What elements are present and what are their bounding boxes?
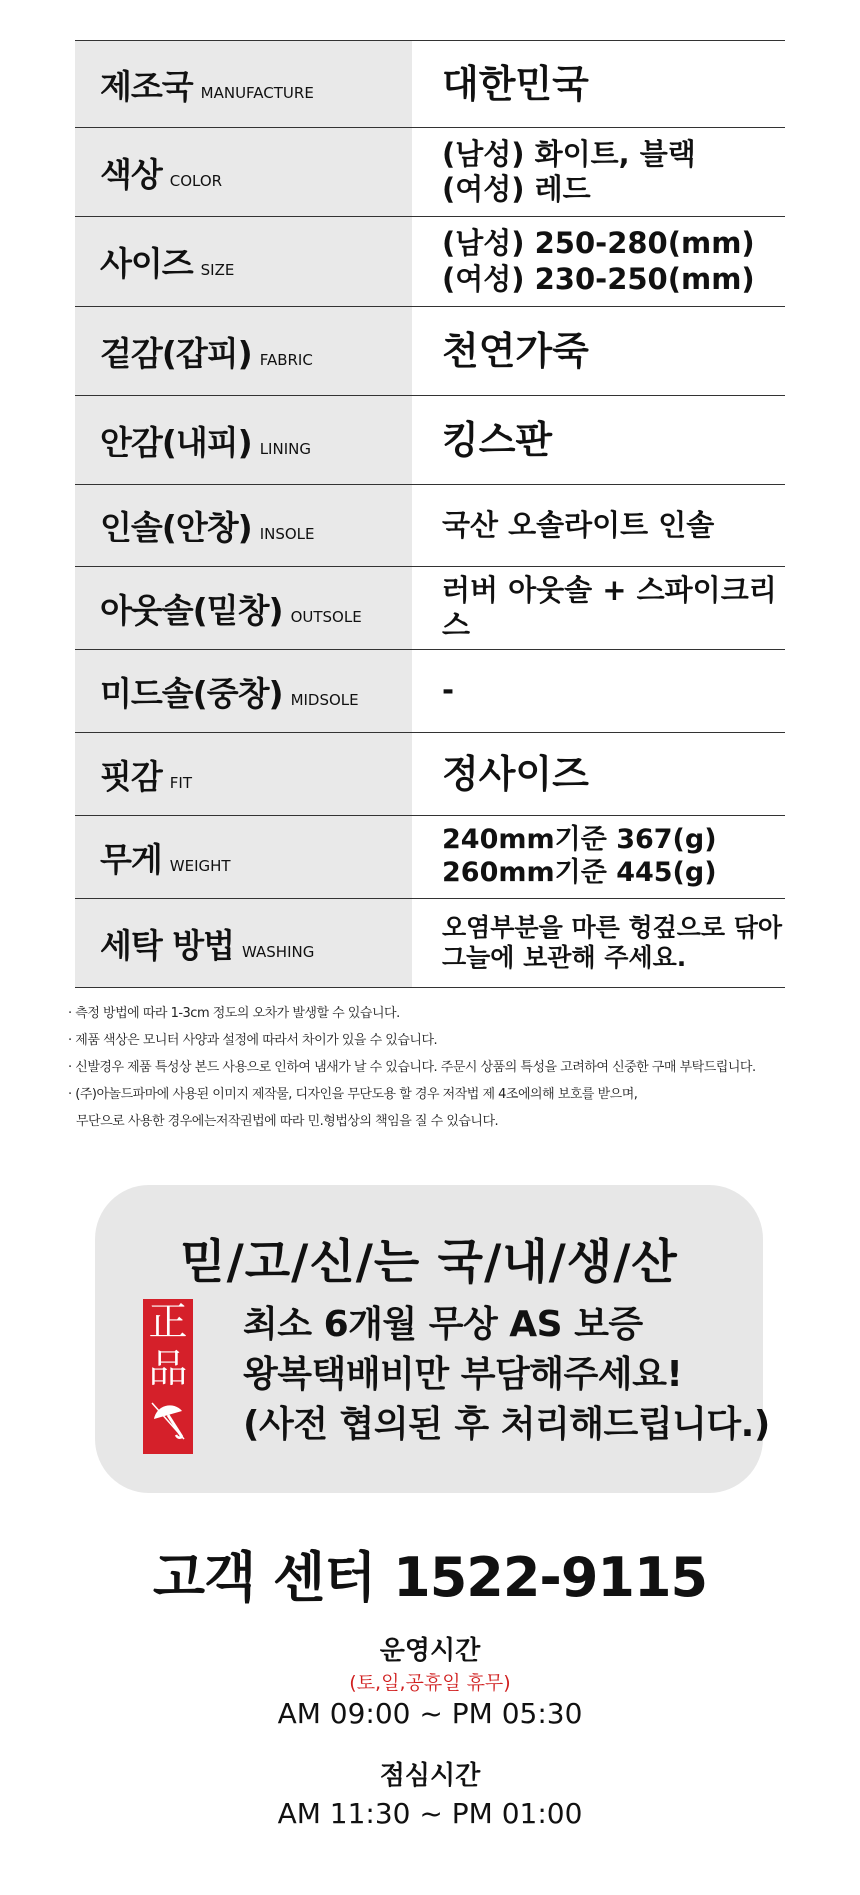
spec-key-en: FIT xyxy=(169,773,192,792)
spec-key-ko: 핏감 xyxy=(100,756,162,796)
promo-line: (사전 협의된 후 처리해드립니다.) xyxy=(243,1404,770,1445)
spec-key xyxy=(75,396,412,485)
note-line: · 신발경우 제품 특성상 본드 사용으로 인하여 냄새가 날 수 있습니다. 주문시 상품의 특성을 고려하여 신중한 구매 부탁드립니다. xyxy=(68,1060,756,1075)
spec-key-en: WEIGHT xyxy=(169,856,231,875)
spec-row xyxy=(75,650,785,733)
spec-row xyxy=(75,128,785,217)
spec-value xyxy=(412,485,785,567)
spec-key-en: MIDSOLE xyxy=(290,690,359,709)
spec-value xyxy=(412,128,785,217)
spec-value xyxy=(412,217,785,307)
spec-key xyxy=(75,217,412,307)
spec-value-line: 천연가죽 xyxy=(442,328,589,373)
spec-value-line: (남성) 250-280(mm) xyxy=(442,226,755,261)
spec-value xyxy=(412,733,785,816)
spec-key xyxy=(75,733,412,816)
spec-row xyxy=(75,307,785,396)
spec-key xyxy=(75,128,412,217)
spec-table xyxy=(75,40,785,988)
note-line: · (주)아놀드파마에 사용된 이미지 제작물, 디자인을 무단도용 할 경우 저작법 제 4조에의해 보호를 받으며, xyxy=(68,1087,638,1102)
spec-value xyxy=(412,567,785,650)
spec-key-ko: 무게 xyxy=(100,839,162,879)
spec-key xyxy=(75,567,412,650)
promo-box xyxy=(95,1185,770,1493)
spec-value-line: 240mm기준 367(g) xyxy=(442,824,717,856)
spec-key-ko: 색상 xyxy=(100,154,162,194)
note-line: · 측정 방법에 따라 1-3cm 정도의 오차가 발생할 수 있습니다. xyxy=(68,1006,400,1021)
spec-key-en: COLOR xyxy=(169,171,223,190)
spec-key xyxy=(75,816,412,899)
spec-value-line: 국산 오솔라이트 인솔 xyxy=(442,507,715,542)
customer-center-phone: 고객 센터 1522-9115 xyxy=(152,1546,708,1609)
seal-char: 正 xyxy=(148,1300,188,1345)
spec-row xyxy=(75,41,785,128)
spec-key xyxy=(75,650,412,733)
authentic-seal xyxy=(143,1299,193,1454)
spec-key xyxy=(75,899,412,988)
spec-value xyxy=(412,307,785,396)
spec-key xyxy=(75,485,412,567)
spec-value xyxy=(412,899,785,988)
spec-key-en: FABRIC xyxy=(259,350,313,369)
note-line: 무단으로 사용한 경우에는저작권법에 따라 민.형법상의 책임을 질 수 있습니다. xyxy=(76,1114,499,1129)
lunch-label: 점심시간 xyxy=(379,1761,481,1791)
holiday-note: (토,일,공휴일 휴무) xyxy=(349,1672,511,1694)
spec-key-en: OUTSOLE xyxy=(290,607,362,626)
spec-value-line: 정사이즈 xyxy=(442,751,589,796)
spec-value-line: 오염부분을 마른 헝겊으로 닦아 xyxy=(442,912,783,942)
note-line: · 제품 색상은 모니터 사양과 설정에 따라서 차이가 있을 수 있습니다. xyxy=(68,1033,438,1048)
spec-key xyxy=(75,307,412,396)
spec-key-ko: 제조국 xyxy=(100,66,193,106)
spec-key-ko: 사이즈 xyxy=(100,244,193,283)
spec-value-line: 그늘에 보관해 주세요. xyxy=(442,943,687,972)
spec-value-line: (여성) 레드 xyxy=(442,172,591,206)
business-hours: AM 09:00 ~ PM 05:30 xyxy=(277,1697,583,1730)
spec-value xyxy=(412,396,785,485)
seal-char: 品 xyxy=(148,1347,188,1392)
spec-value-line: 킹스판 xyxy=(442,417,553,462)
spec-key-en: WASHING xyxy=(242,942,315,961)
spec-key-ko: 아웃솔(밑창) xyxy=(100,590,283,630)
spec-key-en: INSOLE xyxy=(259,525,315,543)
spec-row xyxy=(75,899,785,988)
spec-row xyxy=(75,567,785,650)
spec-row xyxy=(75,396,785,485)
spec-key-ko: 미드솔(중창) xyxy=(100,673,283,713)
spec-row xyxy=(75,733,785,816)
spec-key-en: MANUFACTURE xyxy=(200,83,314,102)
promo-title: 믿/고/신/는 국/내/생/산 xyxy=(180,1235,678,1290)
spec-key-ko: 인솔(안창) xyxy=(100,508,252,547)
spec-value xyxy=(412,41,785,128)
spec-row xyxy=(75,217,785,307)
spec-value-line: (남성) 화이트, 블랙 xyxy=(442,136,696,171)
spec-row xyxy=(75,816,785,899)
spec-key-en: LINING xyxy=(259,439,311,458)
promo-line: 최소 6개월 무상 AS 보증 xyxy=(243,1304,643,1345)
hours-label: 운영시간 xyxy=(379,1636,481,1666)
spec-key-en: SIZE xyxy=(200,261,235,279)
spec-value-line: 260mm기준 445(g) xyxy=(442,857,717,888)
spec-value-line: 러버 아웃솔 + 스파이크리스 xyxy=(442,572,777,642)
spec-key-ko: 안감(내피) xyxy=(100,422,252,462)
spec-value xyxy=(412,816,785,899)
spec-key-ko: 겉감(갑피) xyxy=(100,333,252,373)
spec-value-line: - xyxy=(442,673,455,708)
spec-value-line: (여성) 230-250(mm) xyxy=(442,261,755,296)
promo-line: 왕복택배비만 부담해주세요! xyxy=(243,1354,683,1395)
spec-row xyxy=(75,485,785,567)
notes xyxy=(68,1000,798,1135)
spec-key xyxy=(75,41,412,128)
spec-key-ko: 세탁 방법 xyxy=(100,925,235,965)
umbrella-icon xyxy=(148,1399,188,1441)
spec-value xyxy=(412,650,785,733)
lunch-hours: AM 11:30 ~ PM 01:00 xyxy=(277,1797,583,1830)
spec-value-line: 대한민국 xyxy=(442,61,589,106)
